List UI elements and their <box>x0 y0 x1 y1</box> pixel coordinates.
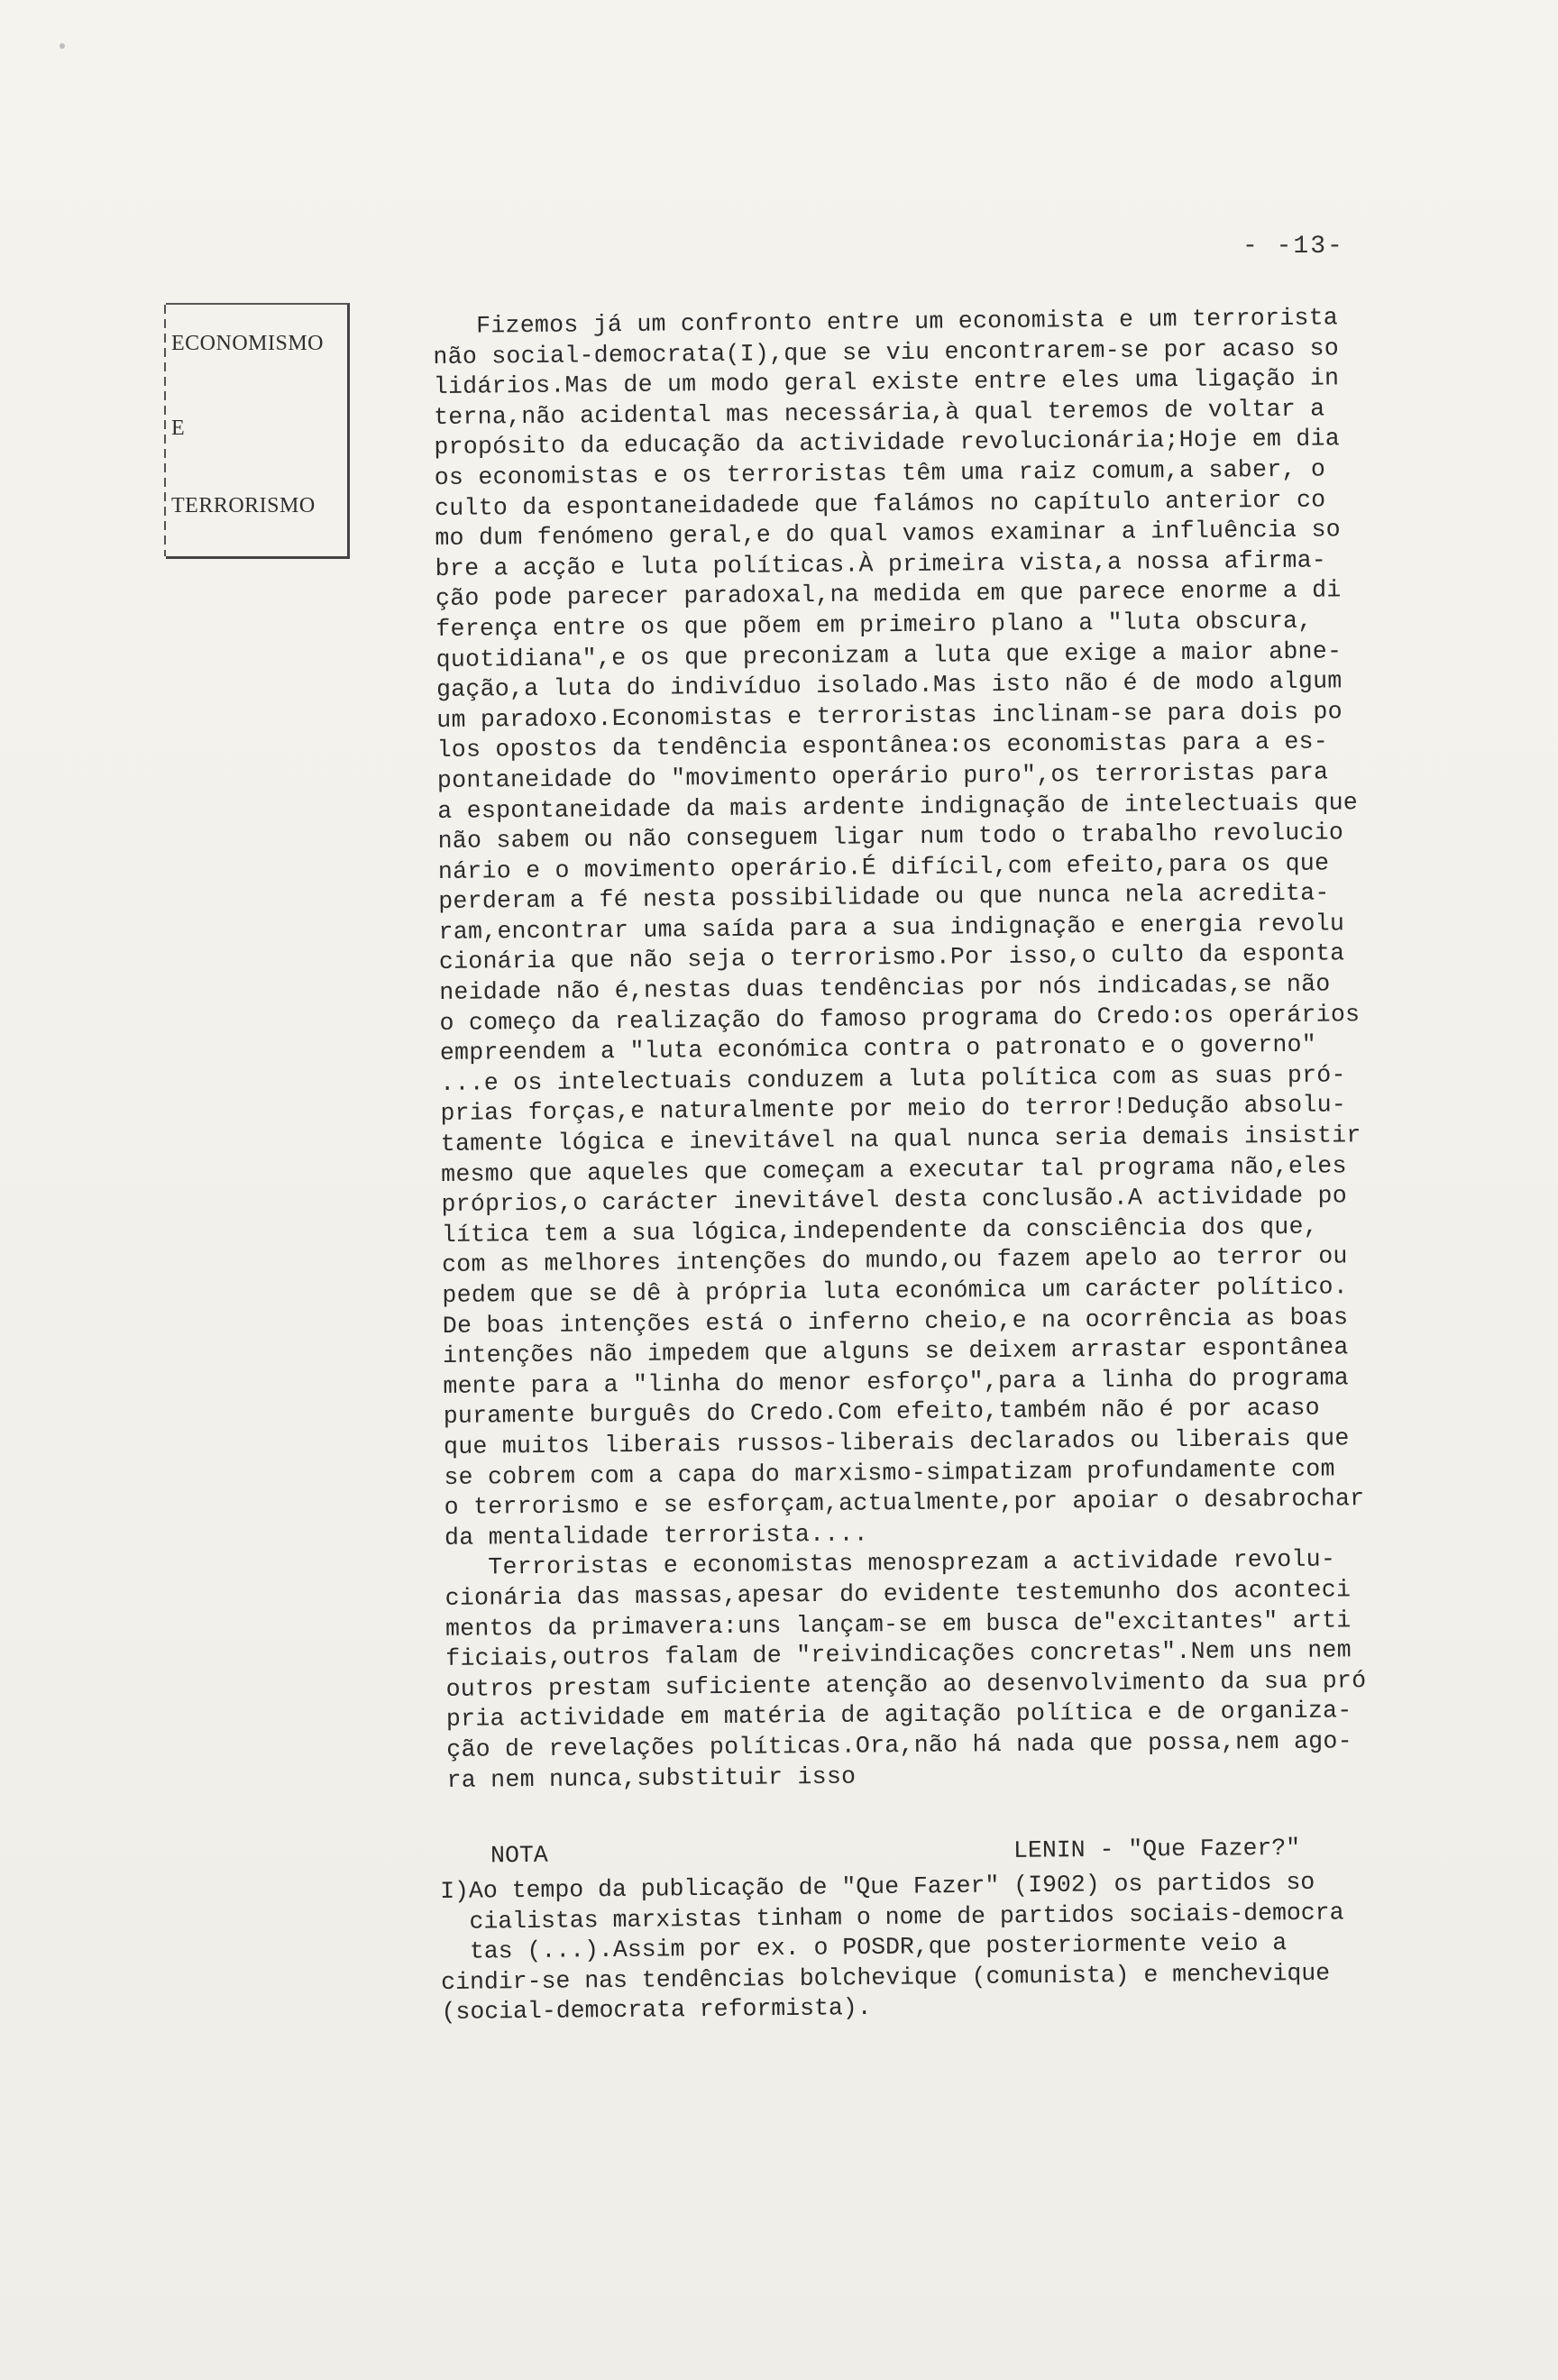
body-line: mentos da primavera:uns lançam-se em busca de"excitantes" arti <box>444 1606 1352 1643</box>
body-line: o terrorismo e se esforçam,actualmente,por apoiar o desabrochar <box>444 1485 1365 1522</box>
body-line: que muitos liberais russos-liberais declarados ou liberais que <box>443 1424 1350 1460</box>
paper-speck <box>60 43 65 49</box>
body-line: com as melhores intenções do mundo,ou fazem apelo ao terror ou <box>442 1242 1348 1279</box>
footnote-line: cialistas marxistas tinham o nome de partidos sociais-democra <box>469 1899 1344 1936</box>
body-line: mesmo que aqueles que começam a executar tal programa não,eles <box>441 1151 1347 1188</box>
body-line: próprios,o carácter inevitável desta conclusão.A actividade po <box>441 1182 1348 1219</box>
body-line: los opostos da tendência espontânea:os economistas para a es- <box>436 728 1329 764</box>
body-text <box>433 302 1484 1796</box>
body-line: nário e o movimento operário.É difícil,com efeito,para os que <box>437 849 1330 885</box>
body-line: pria actividade em matéria de agitação política e de organiza- <box>445 1697 1352 1734</box>
body-line: intenções não impedem que alguns se deixem arrastar espontânea <box>442 1333 1349 1370</box>
body-line: ção de revelações políticas.Ora,não há nada que possa,nem ago- <box>446 1727 1352 1763</box>
body-line: não sabem ou não conseguem ligar num todo o trabalho revolucio <box>437 819 1344 856</box>
footnote-line: I)Ao tempo da publicação de "Que Fazer" (I902) os partidos so <box>440 1868 1315 1905</box>
body-line: tamente lógica e inevitável na qual nunca seria demais insistir <box>440 1121 1361 1158</box>
footnote <box>440 1866 1479 2028</box>
body-line: mo dum fenómeno geral,e do qual vamos examinar a influência so <box>435 516 1342 553</box>
page-number: - -13- <box>1242 233 1344 261</box>
body-line: lítica tem a sua lógica,independente da consciência dos que, <box>441 1213 1319 1249</box>
body-line: neidade não é,nestas duas tendências por nós indicadas,se não <box>439 970 1331 1007</box>
body-line: puramente burguês do Credo.Com efeito,também não é por acaso <box>443 1394 1321 1431</box>
body-line: cionária que não seja o terrorismo.Por isso,o culto da esponta <box>438 939 1345 976</box>
body-line: cionária das massas,apesar do evidente testemunho dos aconteci <box>444 1576 1352 1612</box>
body-line: quotidiana",e os que preconizam a luta que exige a maior abne- <box>435 636 1343 673</box>
sidebar-title-box <box>166 303 350 559</box>
body-line: ...e os intelectuais conduzem a luta política com as suas pró- <box>440 1061 1346 1097</box>
body-line: ra nem nunca,substituir isso <box>446 1762 857 1794</box>
body-line: culto da espontaneidadede que falámos no capítulo anterior co <box>434 486 1326 522</box>
body-line: empreendem a "luta económica contra o patronato e o governo" <box>439 1030 1317 1067</box>
body-line: a espontaneidade da mais ardente indignação de intelectuais que <box>437 788 1359 825</box>
footnote-line: cindir-se nas tendências bolchevique (comunista) e menchevique <box>441 1959 1331 1996</box>
body-line: o começo da realização do famoso programa do Credo:os operários <box>439 1000 1361 1037</box>
body-line: ficiais,outros falam de "reivindicações concretas".Nem uns nem <box>445 1636 1352 1673</box>
body-line: De boas intenções está o inferno cheio,e na ocorrência as boas <box>442 1303 1349 1340</box>
body-line: propósito da educação da actividade revolucionária;Hoje em dia <box>434 425 1341 462</box>
footnote-line: (social-democrata reformista). <box>441 1994 872 2027</box>
body-line: pontaneidade do "movimento operário puro",os terroristas para <box>436 758 1329 794</box>
body-line: se cobrem com a capa do marxismo-simpatizam profundamente com <box>444 1455 1335 1491</box>
body-line: não social-democrata(I),que se viu encontrarem-se por acaso so <box>433 334 1340 371</box>
footnote-line: tas (...).Assim por ex. o POSDR,que posteriormente veio a <box>469 1929 1288 1965</box>
body-line: terna,não acidental mas necessária,à qual teremos de voltar a <box>433 395 1325 431</box>
body-line: um paradoxo.Economistas e terroristas inclinam-se para dois po <box>436 698 1343 734</box>
body-line: prias forças,e naturalmente por meio do terror!Dedução absolu- <box>440 1091 1347 1128</box>
body-line: lidários.Mas de um modo geral existe entre eles uma ligação in <box>433 364 1340 401</box>
body-line: gação,a luta do indivíduo isolado.Mas isto não é de modo algum <box>435 667 1343 704</box>
body-line: bre a acção e luta políticas.À primeira vista,a nossa afirma- <box>435 546 1327 582</box>
body-line: ferença entre os que põem em primeiro plano a "luta obscura, <box>435 607 1313 643</box>
sidebar-title-line-1: ECONOMISMO <box>171 332 325 355</box>
sidebar-title-line-3: TERRORISMO <box>171 494 316 517</box>
note-author: LENIN - "Que Fazer?" <box>1013 1834 1301 1864</box>
body-line: perderam a fé nesta possibilidade ou que nunca nela acredita- <box>438 879 1330 916</box>
body-line: ção pode parecer paradoxal,na medida em que parece enorme a di <box>435 576 1342 613</box>
body-line: da mentalidade terrorista.... <box>444 1520 869 1552</box>
body-line: mente para a "linha do menor esforço",para a linha do programa <box>443 1364 1350 1400</box>
body-line: Fizemos já um confronto entre um economista e um terrorista <box>476 304 1339 340</box>
body-line: Terroristas e economistas menosprezam a actividade revolu- <box>488 1545 1336 1581</box>
note-label: NOTA <box>490 1841 548 1870</box>
body-line: ram,encontrar uma saída para a sua indignação e energia revolu <box>438 910 1345 946</box>
body-line: outros prestam suficiente atenção ao desenvolvimento da sua pró <box>445 1666 1367 1703</box>
sidebar-title-line-2: E <box>171 416 186 440</box>
body-line: pedem que se dê à própria luta económica um carácter político. <box>442 1273 1349 1309</box>
body-line: os economistas e os terroristas têm uma raiz comum,a saber, o <box>434 455 1326 491</box>
